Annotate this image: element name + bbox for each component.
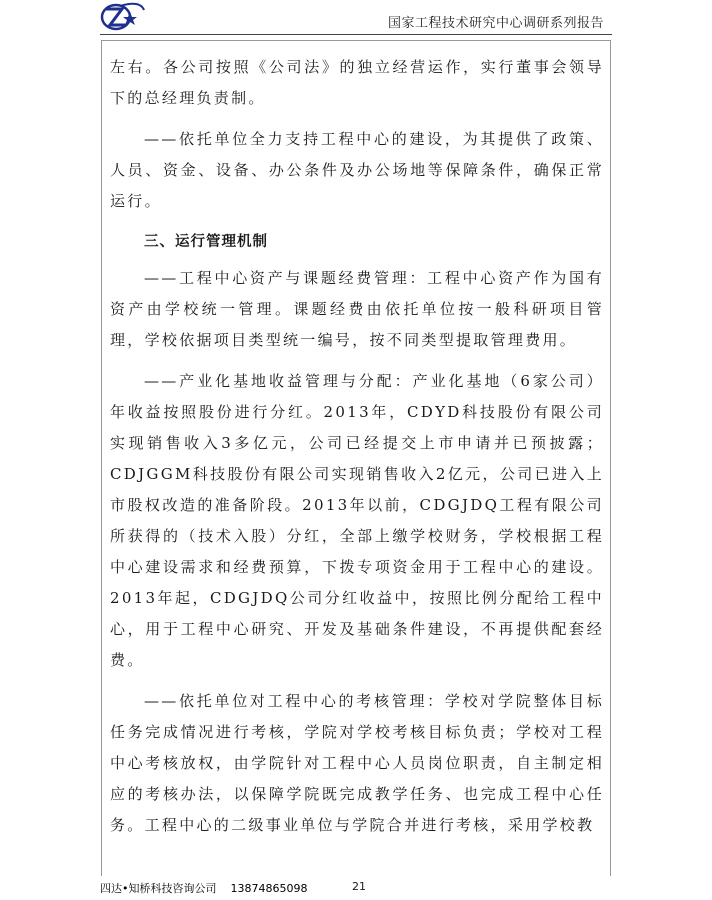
document-body bbox=[110, 52, 604, 851]
page-number: 21 bbox=[352, 880, 366, 893]
section-heading: 三、运行管理机制 bbox=[144, 234, 268, 250]
paragraph-1: 左右。各公司按照《公司法》的独立经营运作，实行董事会领导下的总经理负责制。 bbox=[110, 58, 604, 107]
footer bbox=[100, 880, 307, 896]
header-divider bbox=[100, 34, 612, 35]
paragraph-5: ——依托单位对工程中心的考核管理：学校对学院整体目标任务完成情况进行考核，学院对学校考核目标负责；学校对工程中心考核放权，由学院针对工程中心人员岗位职责，自主制定相应的考核办法，以保障学院既完成教学任务、也完成工程中心任务。工程中心的二级事业单位与学院合并进行考核，采用学校教 bbox=[110, 692, 604, 834]
paragraph-2: ——依托单位全力支持工程中心的建设，为其提供了政策、人员、资金、设备、办公条件及办公场地等保障条件，确保正常运行。 bbox=[110, 130, 604, 210]
footer-phone: 13874865098 bbox=[230, 882, 308, 895]
header-title: 国家工程技术研究中心调研系列报告 bbox=[387, 16, 604, 31]
paragraph-3: ——工程中心资产与课题经费管理：工程中心资产作为国有资产由学校统一管理。课题经费由依托单位按一般科研项目管理，学校依据项目类型统一编号，按不同类型提取管理费用。 bbox=[110, 269, 604, 349]
footer-company: 四达•知桥科技咨询公司 bbox=[100, 882, 217, 895]
company-logo bbox=[100, 2, 146, 32]
paragraph-4: ——产业化基地收益管理与分配：产业化基地（6家公司）年收益按照股份进行分红。2013年，CDYD科技股份有限公司实现销售收入3多亿元，公司已经提交上市申请并已预披露；CDJGGM科技股份有限公司实现销售收入2亿元，公司已进入上市股权改造的准备阶段。2013年以前，CDGJDQ工程有限公司所获得的（技术入股）分红，全部上缴学校财务，学校根据工程中心建设需求和经费预算，下拨专项资金用于工程中心的建设。2013年起，CDGJDQ公司分红收益中，按照比例分配给工程中心，用于工程中心研究、开发及基础条件建设，不再提供配套经费。 bbox=[110, 372, 604, 669]
